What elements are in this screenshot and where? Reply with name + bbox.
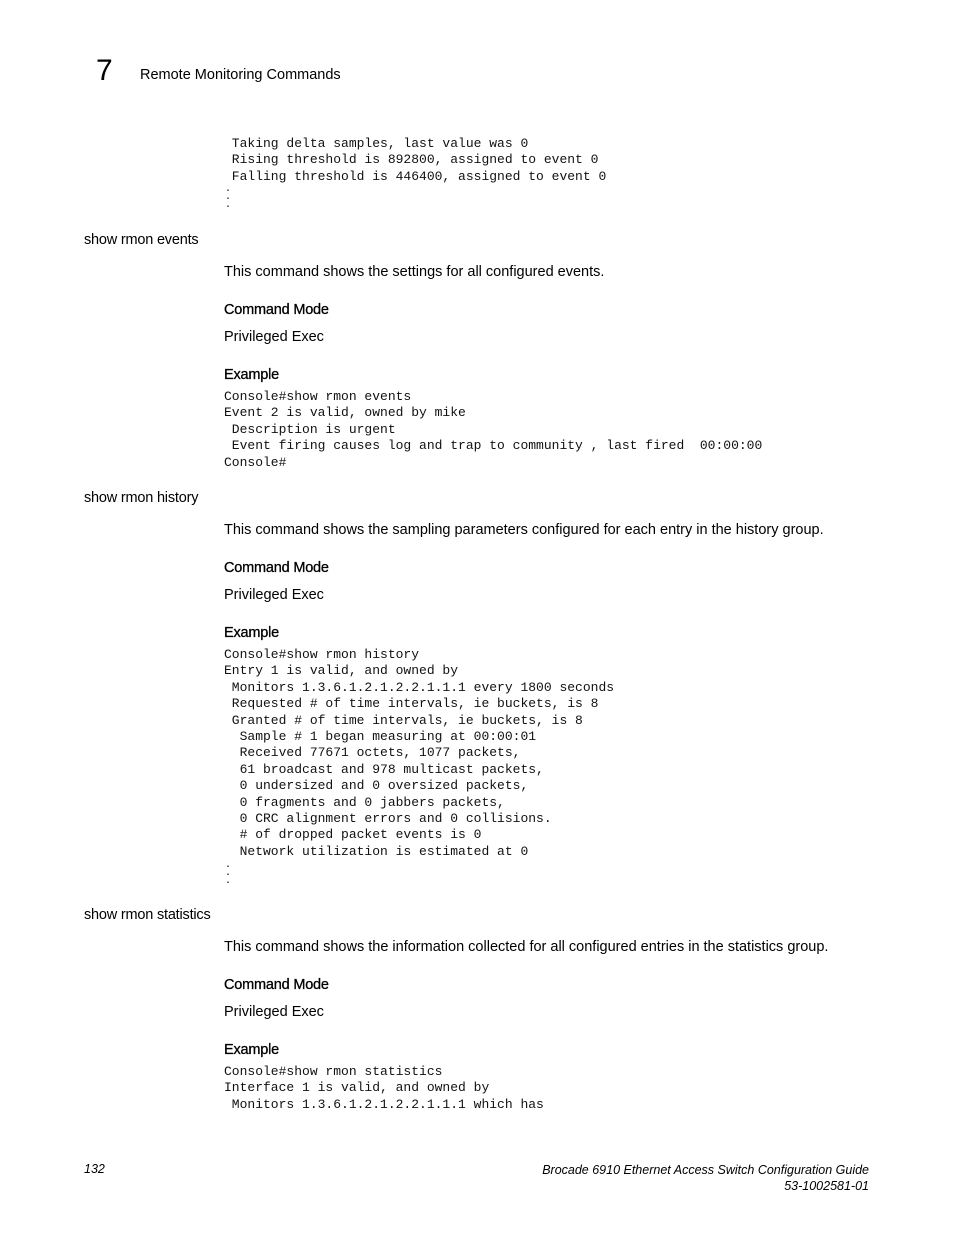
events-command-mode-label: Command Mode: [224, 302, 329, 318]
events-code-block: Console#show rmon events Event 2 is valid, owned by mike Description is urgent Event firing causes log and trap to community , last fired 00:00:00 Console#: [224, 389, 763, 470]
history-example-label: Example: [224, 625, 280, 641]
top-code-ellipsis: . . .: [225, 184, 232, 211]
history-description: This command shows the sampling parameters configured for each entry in the history group.: [224, 522, 824, 538]
page-number: 132: [84, 1162, 105, 1176]
history-command-mode-value: Privileged Exec: [224, 587, 324, 603]
section-heading-history: show rmon history: [84, 490, 199, 506]
history-code-ellipsis: . . .: [225, 860, 232, 887]
statistics-example-label: Example: [224, 1042, 280, 1058]
chapter-title: Remote Monitoring Commands: [140, 67, 341, 83]
history-code-block: Console#show rmon history Entry 1 is valid, and owned by Monitors 1.3.6.1.2.1.2.2.1.1.1 every 1800 seconds Requested # of time intervals, ie buckets, is 8 Granted # of time intervals, ie buckets, is 8 Sample # 1 began measuring at 00:00:01 Received 77671 octets, 1077 packets, 61 broadcast and 978 multicast packets, 0 undersized and 0 oversized packets, 0 fragments and 0 jabbers packets, 0 CRC alignment errors and 0 collisions. # of dropped packet events is 0 Network utilization is estimated at 0: [224, 647, 615, 859]
chapter-number: 7: [96, 54, 113, 87]
events-example-label: Example: [224, 367, 280, 383]
footer-doc-info: [542, 1162, 869, 1194]
history-command-mode-label: Command Mode: [224, 560, 329, 576]
statistics-command-mode-value: Privileged Exec: [224, 1004, 324, 1020]
events-description: This command shows the settings for all configured events.: [224, 264, 605, 280]
statistics-code-block: Console#show rmon statistics Interface 1 is valid, and owned by Monitors 1.3.6.1.2.1.2.2.1.1.1 which has: [224, 1064, 544, 1112]
footer-doc-title: Brocade 6910 Ethernet Access Switch Configuration Guide: [542, 1163, 869, 1177]
statistics-command-mode-label: Command Mode: [224, 977, 329, 993]
statistics-description: This command shows the information collected for all configured entries in the statistics group.: [224, 939, 829, 955]
footer-doc-number: 53-1002581-01: [784, 1179, 869, 1193]
section-heading-events: show rmon events: [84, 232, 199, 248]
events-command-mode-value: Privileged Exec: [224, 329, 324, 345]
top-code-block: Taking delta samples, last value was 0 Rising threshold is 892800, assigned to event 0 Falling threshold is 446400, assigned to event 0: [231, 136, 607, 184]
section-heading-statistics: show rmon statistics: [84, 907, 211, 923]
